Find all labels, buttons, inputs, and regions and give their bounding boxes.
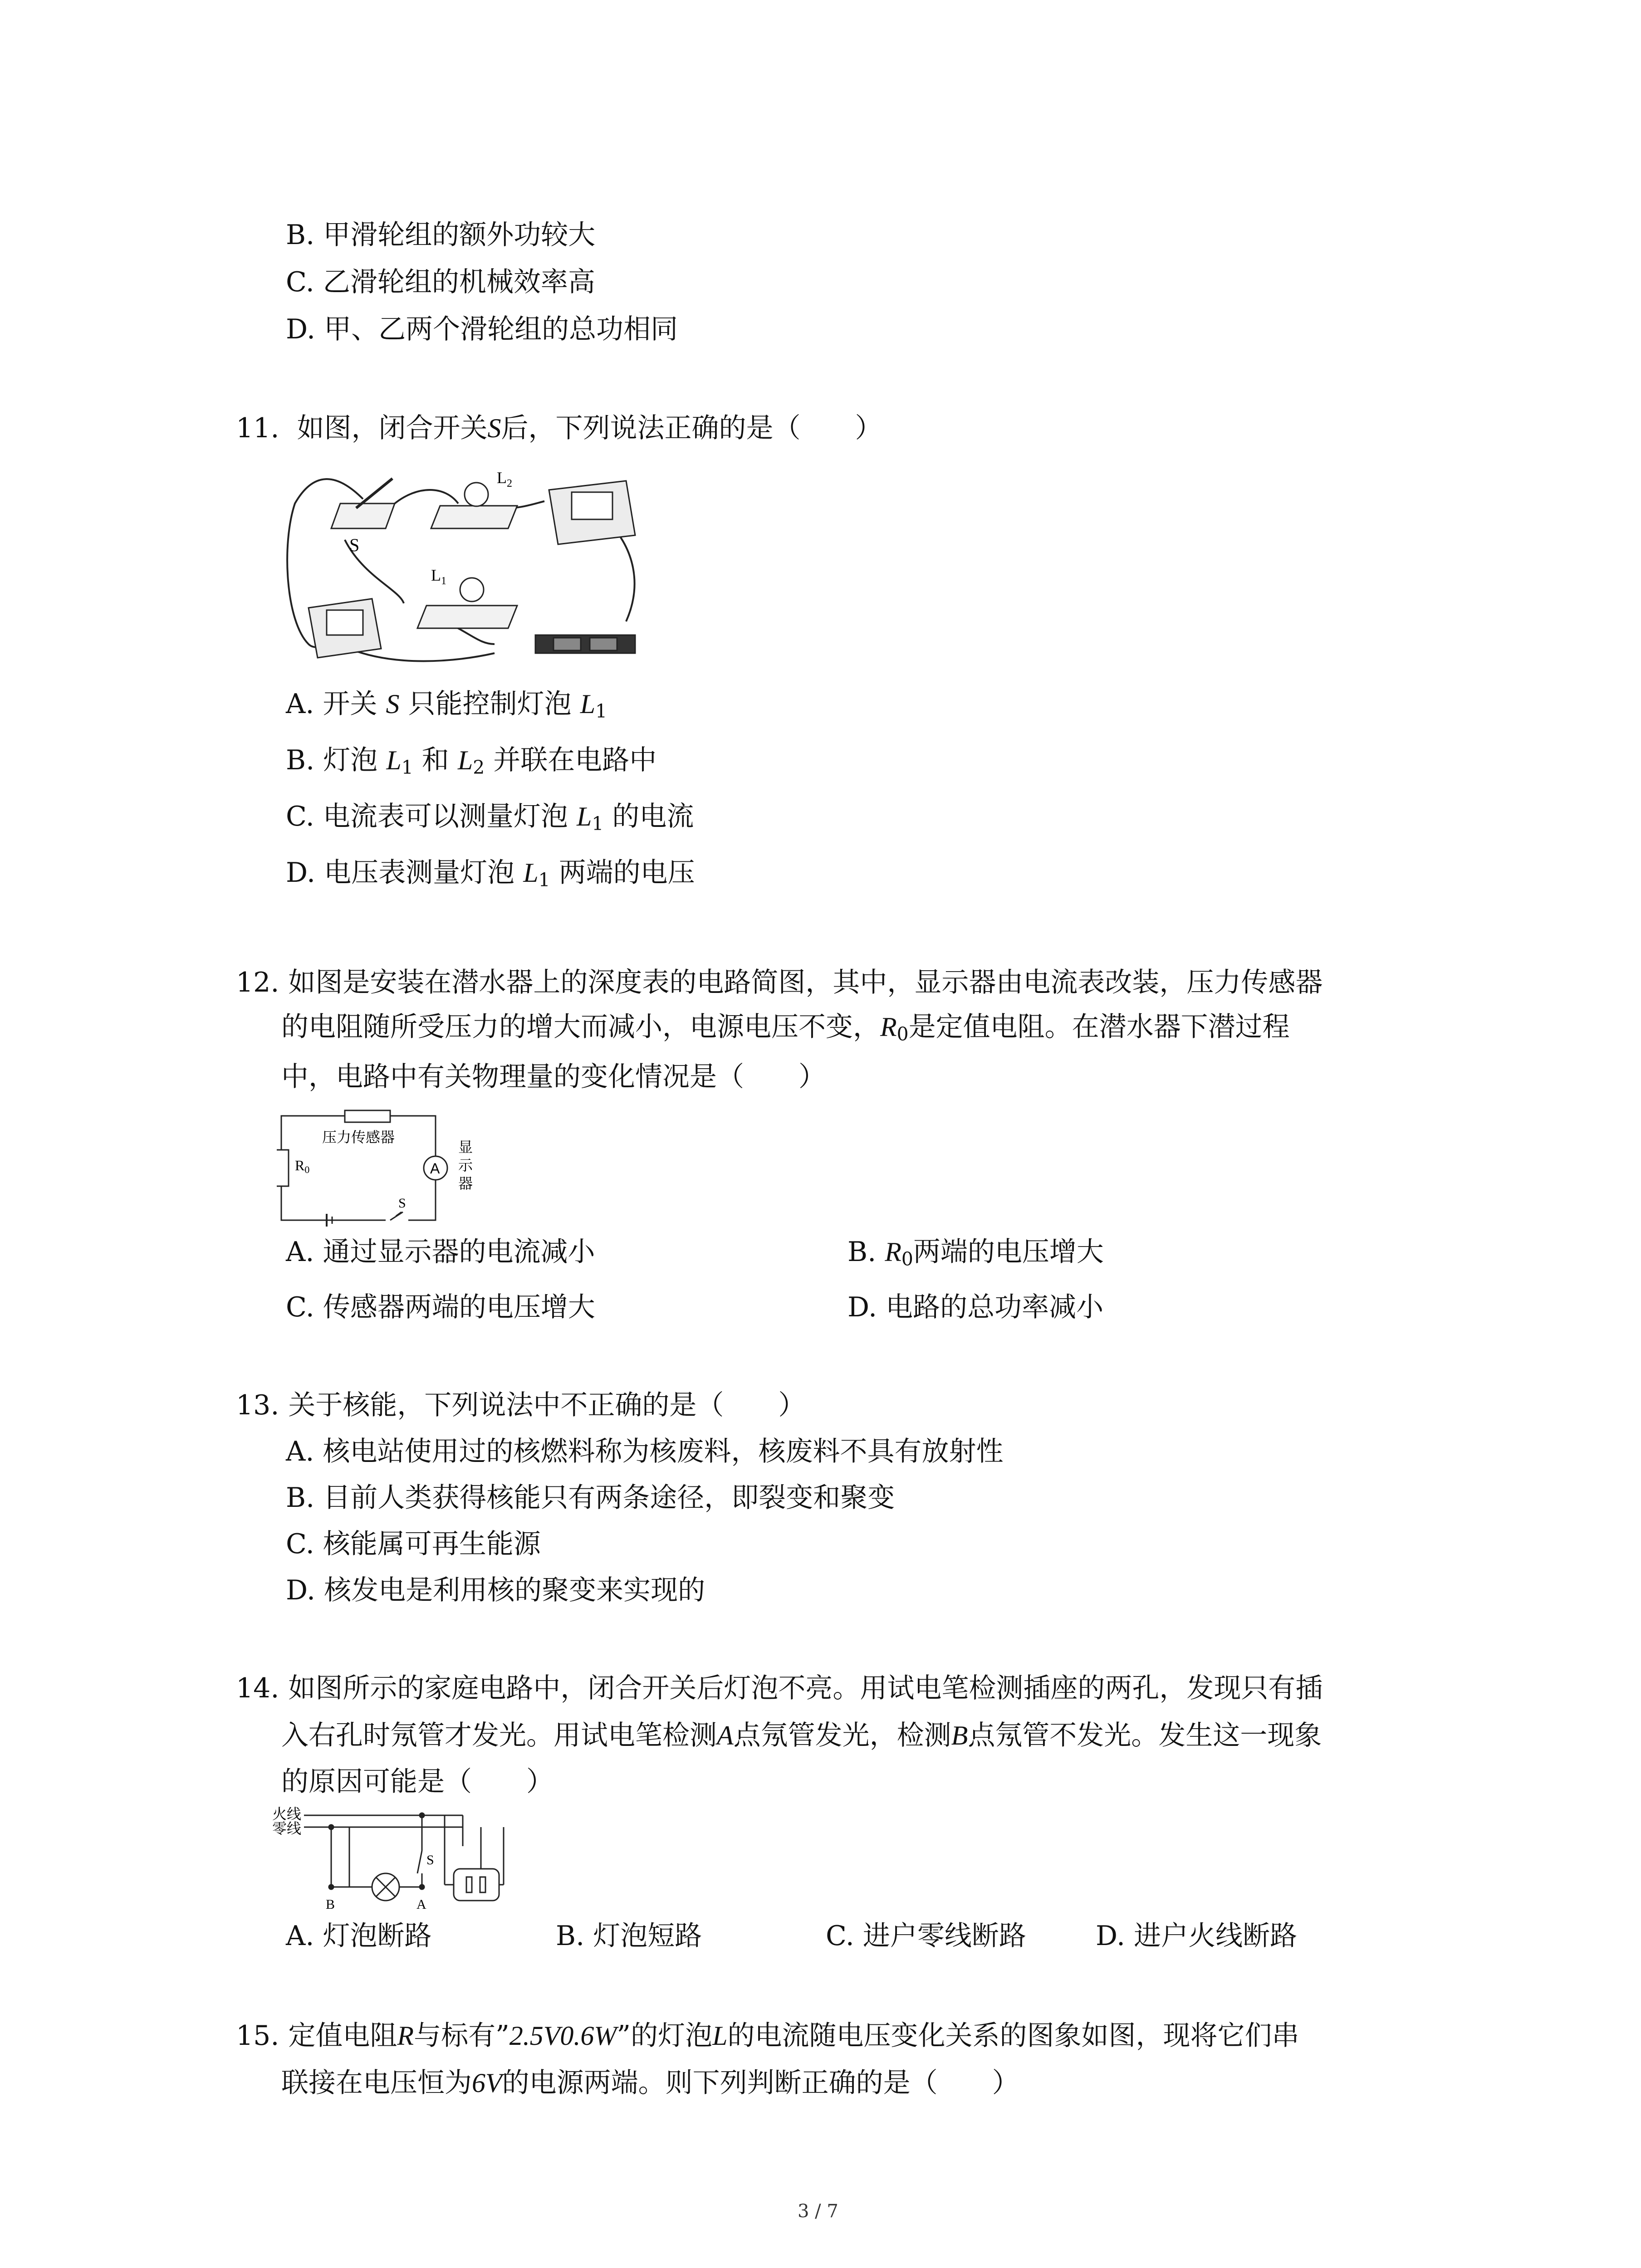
ammeter: [549, 481, 635, 544]
label-switch-s: S: [426, 1853, 434, 1867]
q11-option-d: D. 电压表测量灯泡 $L_1$ 两端的电压: [286, 857, 695, 891]
battery: [535, 635, 635, 653]
q15-stem-line2: 联接在电压恒为6V的电源两端。则下列判断正确的是（ ）: [281, 2067, 1019, 2099]
label-l1: $L_1$: [431, 566, 446, 587]
label-point-a: A: [416, 1897, 426, 1912]
label-r0: R0: [295, 1157, 310, 1175]
label-pressure-sensor: 压力传感器: [322, 1129, 395, 1146]
q12-stem-line3: 中，电路中有关物理量的变化情况是（ ）: [281, 1061, 826, 1093]
label-switch-s: S: [398, 1196, 406, 1211]
bulb-l1: [417, 578, 517, 628]
question-number: 12.: [236, 967, 279, 998]
q13-option-b: B. 目前人类获得核能只有两条途径，即裂变和聚变: [286, 1482, 895, 1514]
q11-option-a: A. 开关 S 只能控制灯泡 $L_1$: [286, 688, 607, 723]
q15-stem-line1: 15. 定值电阻R与标有”2.5V0.6W”的灯泡L的电流随电压变化关系的图象如图，现将它们串: [236, 2020, 1299, 2052]
q14-option-a: A. 灯泡断路: [286, 1920, 432, 1952]
q12-circuit-figure: [277, 1107, 495, 1234]
label-ammeter: A: [430, 1160, 440, 1177]
q12-stem-line2: 的电阻随所受压力的增大而减小，电源电压不变，$R_0$是定值电阻。在潜水器下潜过程: [281, 1011, 1290, 1046]
label-l2: $L_2$: [497, 469, 512, 489]
label-live-wire: 火线: [272, 1805, 302, 1823]
q10-option-c: C. 乙滑轮组的机械效率高: [286, 266, 595, 298]
q14-stem-line3: 的原因可能是（ ）: [281, 1766, 554, 1798]
bulb-l2: [431, 483, 517, 528]
page-number: 3 / 7: [798, 2201, 838, 2222]
q11-option-b: B. 灯泡 $L_1$ 和 $L_2$ 并联在电路中: [286, 744, 657, 779]
question-number: 13.: [236, 1389, 279, 1421]
q11-option-c: C. 电流表可以测量灯泡 $L_1$ 的电流: [286, 801, 694, 835]
q13-option-c: C. 核能属可再生能源: [286, 1528, 541, 1560]
q14-stem-line2: 入右孔时氖管才发光。用试电笔检测A点氖管发光，检测B点氖管不发光。发生这一现象: [281, 1720, 1322, 1751]
q11-stem: 11. 如图，闭合开关S后，下列说法正确的是（ ）: [236, 412, 882, 444]
q13-option-d: D. 核发电是利用核的聚变来实现的: [286, 1574, 705, 1606]
q11-circuit-figure: [281, 454, 653, 667]
q14-stem-line1: 14. 如图所示的家庭电路中，闭合开关后灯泡不亮。用试电笔检测插座的两孔，发现只有插: [236, 1672, 1323, 1704]
voltmeter: [309, 599, 381, 658]
q12-option-d: D. 电路的总功率减小: [847, 1291, 1104, 1323]
q13-stem: 13. 关于核能，下列说法中不正确的是（ ）: [236, 1389, 806, 1421]
q12-option-b: B. $R_0$两端的电压增大: [847, 1236, 1104, 1271]
question-number: 14.: [236, 1672, 279, 1704]
q14-circuit-figure: [272, 1805, 535, 1923]
label-s: S: [349, 535, 360, 555]
q10-option-b: B. 甲滑轮组的额外功较大: [286, 219, 596, 251]
switch-s: [331, 479, 395, 528]
q12-option-a: A. 通过显示器的电流减小: [286, 1236, 595, 1268]
q13-option-a: A. 核电站使用过的核燃料称为核废料，核废料不具有放射性: [286, 1436, 1004, 1467]
label-point-b: B: [326, 1897, 335, 1912]
q14-option-b: B. 灯泡短路: [556, 1920, 702, 1952]
q12-option-c: C. 传感器两端的电压增大: [286, 1291, 595, 1323]
q14-option-d: D. 进户火线断路: [1096, 1920, 1298, 1952]
q14-option-c: C. 进户零线断路: [826, 1920, 1026, 1952]
question-number: 11.: [236, 412, 279, 444]
label-display-3: 器: [458, 1175, 473, 1192]
q10-option-d: D. 甲、乙两个滑轮组的总功相同: [286, 313, 678, 345]
q12-stem-line1: 12. 如图是安装在潜水器上的深度表的电路简图，其中，显示器由电流表改装，压力传感器: [236, 967, 1323, 998]
label-neutral-wire: 零线: [272, 1820, 302, 1837]
label-display-1: 显: [458, 1139, 473, 1156]
question-number: 15.: [236, 2020, 279, 2052]
label-display-2: 示: [458, 1157, 473, 1174]
